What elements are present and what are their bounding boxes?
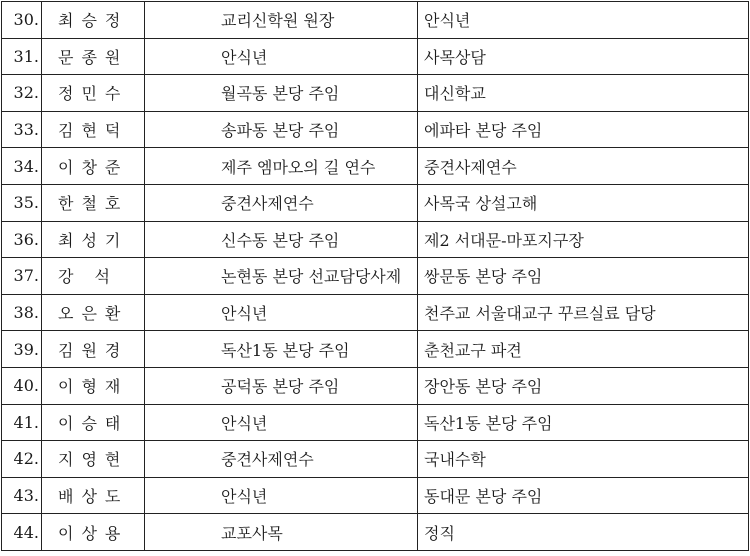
previous-post: 송파동 본당 주임 (145, 111, 418, 148)
priest-name: 이창준 (42, 148, 145, 185)
table-row (2, 367, 749, 404)
new-post: 대신학교 (418, 75, 749, 112)
row-number: 39. (2, 331, 42, 368)
row-number: 36. (2, 221, 42, 258)
priest-name: 이승태 (42, 404, 145, 441)
priest-name: 문종원 (42, 38, 145, 75)
new-post: 천주교 서울대교구 꾸르실료 담당 (418, 294, 749, 331)
priest-name: 배상도 (42, 477, 145, 514)
table-row (2, 2, 749, 39)
previous-post: 공덕동 본당 주임 (145, 367, 418, 404)
priest-name: 정민수 (42, 75, 145, 112)
table-row (2, 148, 749, 185)
table-row (2, 294, 749, 331)
priest-name: 오은환 (42, 294, 145, 331)
table-row (2, 477, 749, 514)
table-row (2, 75, 749, 112)
new-post: 쌍문동 본당 주임 (418, 258, 749, 295)
previous-post: 교포사목 (145, 514, 418, 551)
new-post: 사목국 상설고해 (418, 184, 749, 221)
previous-post: 안식년 (145, 38, 418, 75)
row-number: 31. (2, 38, 42, 75)
priest-name: 최성기 (42, 221, 145, 258)
table-row (2, 184, 749, 221)
new-post: 중견사제연수 (418, 148, 749, 185)
new-post: 장안동 본당 주임 (418, 367, 749, 404)
row-number: 33. (2, 111, 42, 148)
priest-name: 지영현 (42, 441, 145, 478)
previous-post: 안식년 (145, 294, 418, 331)
previous-post: 신수동 본당 주임 (145, 221, 418, 258)
new-post: 춘천교구 파견 (418, 331, 749, 368)
table-row (2, 38, 749, 75)
row-number: 41. (2, 404, 42, 441)
new-post: 정직 (418, 514, 749, 551)
row-number: 32. (2, 75, 42, 112)
new-post: 동대문 본당 주임 (418, 477, 749, 514)
priest-name: 강 석 (42, 258, 145, 295)
row-number: 42. (2, 441, 42, 478)
row-number: 35. (2, 184, 42, 221)
table-row (2, 221, 749, 258)
priest-name: 이상용 (42, 514, 145, 551)
new-post: 안식년 (418, 2, 749, 39)
row-number: 43. (2, 477, 42, 514)
previous-post: 중견사제연수 (145, 184, 418, 221)
table-row (2, 441, 749, 478)
appointments-table (1, 1, 749, 551)
new-post: 사목상담 (418, 38, 749, 75)
table-row (2, 514, 749, 551)
new-post: 제2 서대문-마포지구장 (418, 221, 749, 258)
priest-name: 김원경 (42, 331, 145, 368)
priest-name: 이형재 (42, 367, 145, 404)
new-post: 독산1동 본당 주임 (418, 404, 749, 441)
row-number: 30. (2, 2, 42, 39)
priest-name: 한철호 (42, 184, 145, 221)
previous-post: 월곡동 본당 주임 (145, 75, 418, 112)
previous-post: 안식년 (145, 404, 418, 441)
previous-post: 독산1동 본당 주임 (145, 331, 418, 368)
previous-post: 교리신학원 원장 (145, 2, 418, 39)
previous-post: 논현동 본당 선교담당사제 (145, 258, 418, 295)
row-number: 34. (2, 148, 42, 185)
row-number: 40. (2, 367, 42, 404)
priest-name: 최승정 (42, 2, 145, 39)
table-row (2, 258, 749, 295)
new-post: 국내수학 (418, 441, 749, 478)
new-post: 에파타 본당 주임 (418, 111, 749, 148)
table-row (2, 111, 749, 148)
previous-post: 중견사제연수 (145, 441, 418, 478)
row-number: 37. (2, 258, 42, 295)
row-number: 44. (2, 514, 42, 551)
previous-post: 제주 엠마오의 길 연수 (145, 148, 418, 185)
table-row (2, 404, 749, 441)
row-number: 38. (2, 294, 42, 331)
table-row (2, 331, 749, 368)
previous-post: 안식년 (145, 477, 418, 514)
appointments-table-body (2, 2, 749, 551)
priest-name: 김현덕 (42, 111, 145, 148)
